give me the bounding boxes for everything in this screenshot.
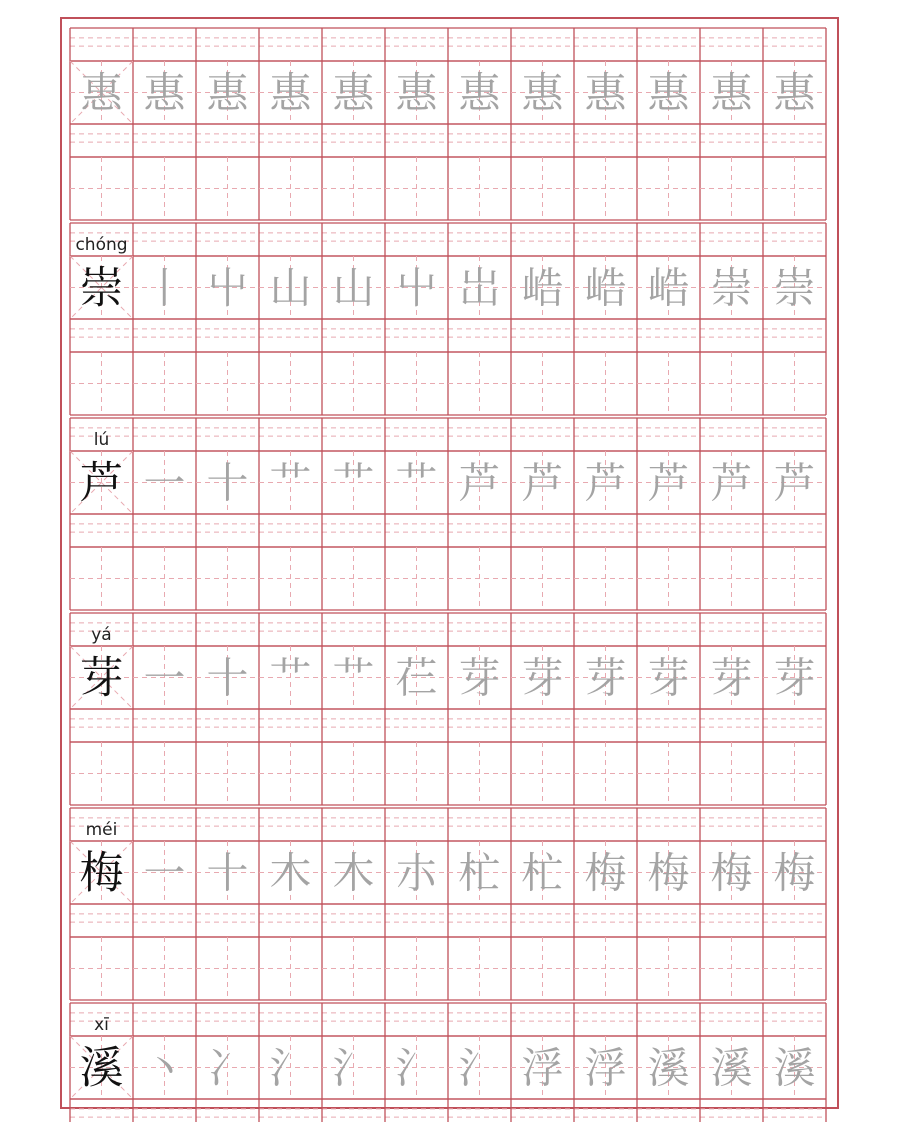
stroke-step: 芦 [647,458,690,508]
stroke-step: 丨 [143,263,186,313]
stroke-step: 芦 [521,458,564,508]
stroke-step: 梅 [710,848,753,898]
stroke-step: 木 [332,848,375,898]
stroke-step: 梅 [584,848,627,898]
pinyin-label: chóng [75,235,128,255]
stroke-step: 芢 [395,653,438,703]
practice-grid [70,28,826,1122]
stroke-step: 山 [269,263,312,313]
stroke-step: 杧 [521,848,564,898]
stroke-step: 芦 [710,458,753,508]
stroke-step: 芽 [773,653,816,703]
stroke-step: 崇 [773,263,816,313]
stroke-step: 芽 [584,653,627,703]
stroke-step: 芽 [647,653,690,703]
model-character: 梅 [79,847,124,899]
stroke-step: 溪 [647,1043,690,1093]
stroke-step: 艹 [269,653,312,703]
model-character: 崇 [79,262,124,314]
stroke-step: 杧 [458,848,501,898]
character-rows [75,69,817,1094]
pinyin-label: lú [93,430,110,450]
stroke-step: 朩 [395,848,438,898]
stroke-step: 峼 [521,263,564,313]
stroke-step: 惠 [521,68,564,118]
stroke-step: 木 [269,848,312,898]
pinyin-label: méi [85,820,118,840]
stroke-step: 氵 [458,1043,501,1093]
stroke-step: 惠 [710,68,753,118]
stroke-step: 一 [143,653,186,703]
stroke-step: 一 [143,848,186,898]
stroke-step: 芽 [710,653,753,703]
stroke-step: 屮 [395,263,438,313]
stroke-step: 惠 [206,68,249,118]
stroke-step: 芽 [458,653,501,703]
stroke-step: 峼 [584,263,627,313]
stroke-step: 溪 [773,1043,816,1093]
model-character: 芦 [79,457,124,509]
stroke-step: 溪 [710,1043,753,1093]
stroke-step: 惠 [584,68,627,118]
stroke-step: 艹 [269,458,312,508]
model-character: 溪 [79,1042,124,1094]
stroke-step: 芽 [521,653,564,703]
stroke-step: 惠 [773,68,816,118]
stroke-step: 氵 [395,1043,438,1093]
stroke-step: 崇 [710,263,753,313]
stroke-step: 十 [206,653,249,703]
pinyin-label: yá [91,625,112,645]
stroke-step: 芦 [458,458,501,508]
stroke-step: 梅 [647,848,690,898]
model-character: 惠 [80,68,123,118]
stroke-step: 艹 [332,458,375,508]
stroke-step: 艹 [395,458,438,508]
stroke-step: 浮 [521,1043,564,1093]
stroke-step: 冫 [206,1043,249,1093]
stroke-step: 惠 [395,68,438,118]
stroke-step: 惠 [269,68,312,118]
stroke-step: 氵 [332,1043,375,1093]
stroke-step: 芦 [773,458,816,508]
stroke-step: 岀 [458,263,501,313]
stroke-step: 十 [206,848,249,898]
stroke-step: 惠 [458,68,501,118]
stroke-step: 浮 [584,1043,627,1093]
stroke-step: 惠 [647,68,690,118]
stroke-step: 山 [332,263,375,313]
stroke-step: 十 [206,458,249,508]
stroke-step: 惠 [143,68,186,118]
model-character: 芽 [79,652,124,704]
stroke-step: 艹 [332,653,375,703]
stroke-step: 氵 [269,1043,312,1093]
stroke-step: 丶 [143,1043,186,1093]
page-border [61,18,838,1108]
pinyin-label: xī [94,1015,109,1035]
stroke-step: 屮 [206,263,249,313]
stroke-step: 峼 [647,263,690,313]
stroke-step: 梅 [773,848,816,898]
stroke-step: 一 [143,458,186,508]
stroke-step: 惠 [332,68,375,118]
stroke-step: 芦 [584,458,627,508]
